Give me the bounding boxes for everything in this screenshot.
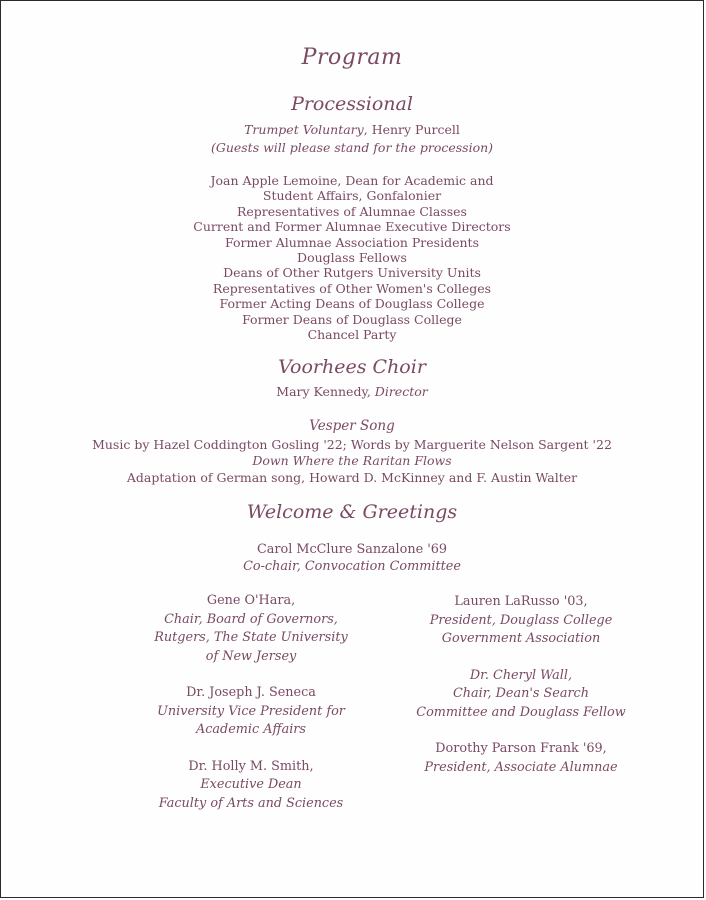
greeter-role: Committee and Douglass Fellow	[416, 704, 626, 720]
participant-line: Joan Apple Lemoine, Dean for Academic and	[210, 173, 494, 188]
participant-line: Current and Former Alumnae Executive Directors	[193, 219, 511, 235]
welcome-heading: Welcome & Greetings	[246, 501, 458, 523]
processional-heading: Processional	[291, 93, 413, 115]
greeters-left-column	[111, 592, 391, 813]
participant-line: Former Alumnae Association Presidents	[225, 234, 479, 250]
song2-title: Down Where the Raritan Flows	[252, 453, 452, 468]
greeter-role: Executive Dean	[200, 777, 302, 792]
greeter-role: President, Douglass College	[429, 612, 613, 628]
song-title: Vesper Song	[309, 418, 395, 434]
page-title: Program	[301, 45, 403, 70]
host-role: Co-chair, Convocation Committee	[243, 559, 461, 574]
participant-line: Representatives of Other Women's Colleges	[212, 280, 492, 296]
greeter-role: Academic Affairs	[196, 722, 306, 737]
greeter-name: Dr. Holly M. Smith,	[188, 758, 314, 774]
choir-director	[1, 384, 703, 399]
greeter	[111, 592, 391, 666]
greeter	[381, 667, 661, 723]
greeter-role: Government Association	[441, 631, 601, 646]
host-name: Carol McClure Sanzalone '69	[256, 542, 448, 557]
processional-participants	[1, 173, 703, 342]
participant-line: Student Affairs, Gonfalonier	[262, 188, 442, 204]
director-name: Mary Kennedy,	[276, 384, 375, 399]
greeter-role: of New Jersey	[205, 648, 297, 664]
greeter	[381, 593, 661, 649]
greeter-role: Faculty of Arts and Sciences	[158, 795, 344, 811]
participant-line: Chancel Party	[307, 327, 397, 343]
participant-line: Former Deans of Douglass College	[242, 311, 462, 327]
participant-line: Representatives of Alumnae Classes	[237, 203, 467, 219]
piece-composer: Henry Purcell	[371, 122, 460, 137]
participant-line: Douglass Fellows	[297, 250, 407, 266]
greeter-role: Chair, Board of Governors,	[164, 611, 338, 627]
greeter	[111, 758, 391, 814]
processional-piece	[1, 122, 703, 137]
piece-separator: ,	[363, 122, 372, 137]
greeter-role: Dr. Cheryl Wall,	[469, 667, 573, 683]
greeter-role: President, Associate Alumnae	[424, 759, 618, 775]
greeter-role: Rutgers, The State University	[154, 630, 348, 645]
song2-credit: Adaptation of German song, Howard D. McKinney and F. Austin Walter	[126, 470, 578, 485]
greeters-right-column	[381, 593, 661, 777]
song-credit: Music by Hazel Coddington Gosling '22; Words by Marguerite Nelson Sargent '22	[92, 437, 612, 452]
greeter-name: Lauren LaRusso '03,	[454, 594, 588, 609]
participant-line: Former Acting Deans of Douglass College	[219, 296, 485, 312]
greeter-role: University Vice President for	[157, 703, 345, 719]
greeter-name: Dr. Joseph J. Seneca	[186, 685, 316, 700]
greeter-role: Chair, Dean's Search	[453, 686, 589, 701]
director-role: Director	[374, 384, 428, 399]
greeter-name: Gene O'Hara,	[206, 593, 296, 608]
choir-heading: Voorhees Choir	[278, 356, 426, 378]
piece-title: Trumpet Voluntary	[244, 122, 364, 137]
greeter-name: Dorothy Parson Frank '69,	[435, 741, 607, 756]
processional-note: (Guests will please stand for the procession)	[210, 140, 494, 155]
greeter	[111, 684, 391, 740]
participant-line: Deans of Other Rutgers University Units	[223, 265, 481, 281]
greeter	[381, 740, 661, 777]
